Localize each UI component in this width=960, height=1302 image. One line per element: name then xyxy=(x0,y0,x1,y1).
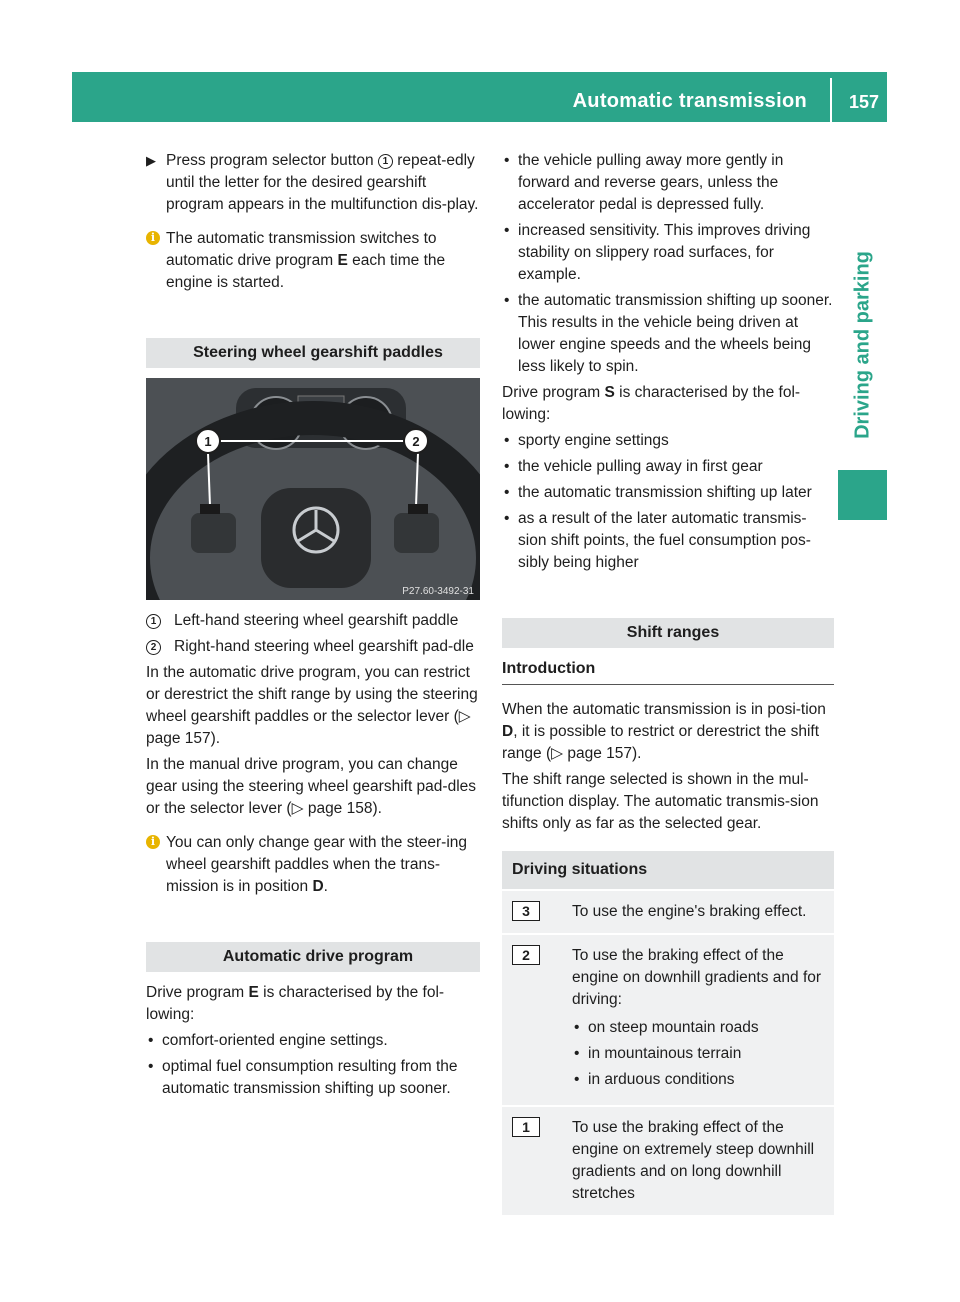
legend-item-left-paddle: 1 Left-hand steering wheel gearshift paddle xyxy=(146,610,480,632)
right-column xyxy=(502,150,834,1217)
subheading-introduction: Introduction xyxy=(502,658,834,685)
section-heading-automatic-drive: Automatic drive program xyxy=(146,942,480,972)
paragraph: When the automatic transmission is in posi-tion D, it is possible to restrict or derestrict the shift range (▷ page 157). xyxy=(502,701,826,762)
page-number: 157 xyxy=(848,92,879,112)
left-column xyxy=(146,150,480,1104)
svg-text:2: 2 xyxy=(412,434,420,449)
svg-text:1: 1 xyxy=(204,434,212,449)
paragraph: In the automatic drive program, you can restrict or derestrict the shift range by using the steering wheel gearshift paddles or the selector lever (▷ page 157). xyxy=(146,664,478,747)
list-item: • in arduous conditions xyxy=(572,1069,826,1091)
header-divider xyxy=(830,78,832,122)
page-ref-icon: ▷ xyxy=(458,708,471,725)
table-header: Driving situations xyxy=(502,851,834,890)
list-item: • in mountainous terrain xyxy=(572,1043,826,1065)
page-ref-icon: ▷ xyxy=(291,800,304,817)
chapter-title: Automatic transmission xyxy=(572,90,807,112)
table-row: 2 To use the braking effect of the engine on downhill gradients and for driving: • on steep mountain roads • in mountainous terrain • in arduous conditions xyxy=(502,934,834,1106)
table-row: 3 To use the engine's braking effect. xyxy=(502,890,834,934)
paragraph: The shift range selected is shown in the mul-tifunction display. The automatic transmis-sion shifts only as far as the selected gear. xyxy=(502,771,819,832)
paragraph: Drive program E is characterised by the fol-lowing: xyxy=(146,984,445,1023)
step-arrow-icon: ▶ xyxy=(146,153,156,168)
list-item: • the vehicle pulling away more gently in forward and reverse gears, unless the accelerator pedal is depressed fully. xyxy=(502,150,834,216)
photo-code: P27.60-3492-31 xyxy=(402,586,474,597)
section-heading-paddles: Steering wheel gearshift paddles xyxy=(146,338,480,368)
list-item: • the vehicle pulling away in first gear xyxy=(502,456,834,478)
paragraph: In the manual drive program, you can change gear using the steering wheel gearshift pad-dles or the selector lever (▷ page 158). xyxy=(146,756,477,817)
callout-1-icon: 1 xyxy=(146,614,161,629)
gear-2-icon: 2 xyxy=(512,945,540,965)
side-tab xyxy=(838,250,887,440)
list-item: • optimal fuel consumption resulting from the automatic transmission shifting up sooner. xyxy=(146,1056,480,1100)
info-icon: i xyxy=(146,231,160,245)
info-icon: i xyxy=(146,835,160,849)
gear-1-icon: 1 xyxy=(512,1117,540,1137)
page-ref-icon: ▷ xyxy=(551,745,564,762)
list-item: • the automatic transmission shifting up later xyxy=(502,482,834,504)
info-note: i You can only change gear with the steer-ing wheel gearshift paddles when the trans-mission is in position D. xyxy=(146,832,480,898)
gear-3-icon: 3 xyxy=(512,901,540,921)
legend-item-right-paddle: 2 Right-hand steering wheel gearshift pad-dle xyxy=(146,636,480,658)
callout-2-icon: 2 xyxy=(146,640,161,655)
steering-wheel-photo xyxy=(146,378,480,600)
side-tab-label: Driving and parking xyxy=(851,251,873,439)
section-heading-shift-ranges: Shift ranges xyxy=(502,618,834,648)
paragraph: Drive program S is characterised by the fol-lowing: xyxy=(502,384,801,423)
instruction-step: ▶ Press program selector button 1 repeat-edly until the letter for the desired gearshift program appears in the multifunction dis-play. xyxy=(146,152,479,213)
list-item: • comfort-oriented engine settings. xyxy=(146,1030,480,1052)
list-item: • as a result of the later automatic transmis-sion shift points, the fuel consumption pos-sibly being higher xyxy=(502,508,834,574)
steering-wheel-illustration xyxy=(146,378,480,600)
side-tab-marker xyxy=(838,470,887,520)
callout-1-icon: 1 xyxy=(378,154,393,169)
list-item: • on steep mountain roads xyxy=(572,1017,826,1039)
page-header xyxy=(72,72,887,122)
table-row: 1 To use the braking effect of the engine on extremely steep downhill gradients and on long downhill stretches xyxy=(502,1106,834,1216)
list-item: • increased sensitivity. This improves driving stability on slippery road surfaces, for example. xyxy=(502,220,834,286)
driving-situations-table xyxy=(502,851,834,1217)
list-item: • sporty engine settings xyxy=(502,430,834,452)
list-item: • the automatic transmission shifting up sooner. This results in the vehicle being driven at lower engine speeds and the wheels being less likely to spin. xyxy=(502,290,834,378)
info-note: i The automatic transmission switches to automatic drive program E each time the engine is started. xyxy=(146,228,480,294)
